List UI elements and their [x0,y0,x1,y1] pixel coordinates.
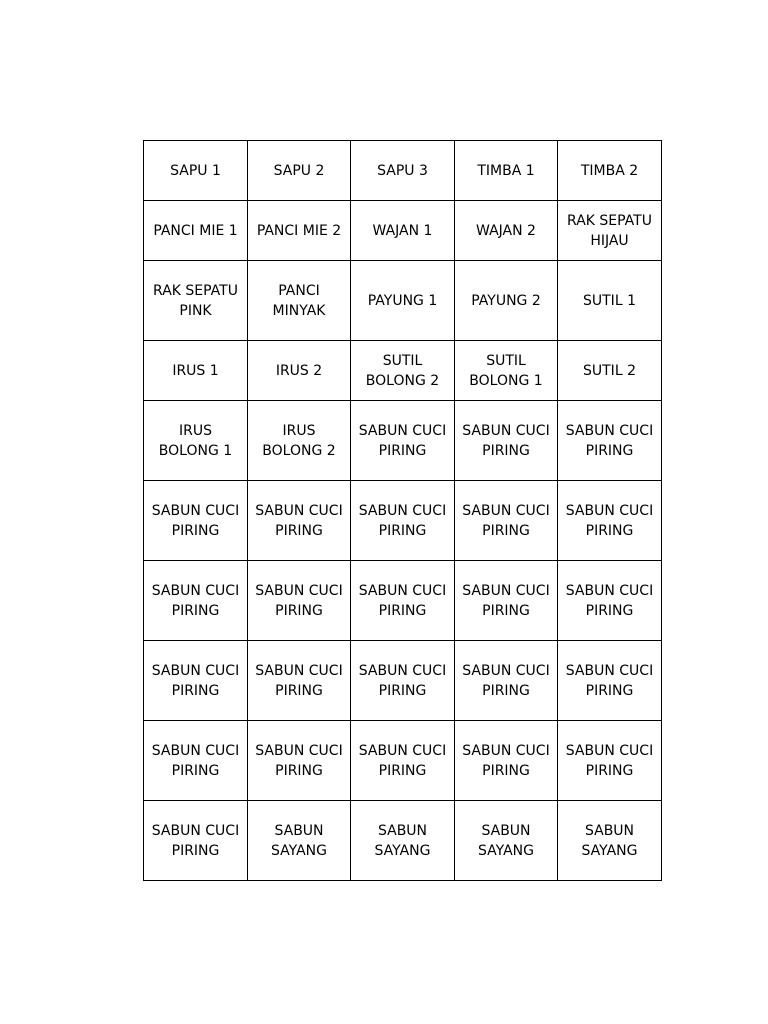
table-cell: SABUN CUCI PIRING [248,481,351,561]
table-cell: PAYUNG 2 [455,261,558,341]
table-cell: IRUS 1 [144,341,248,401]
table-cell: SABUN CUCI PIRING [248,561,351,641]
table-cell: SABUN CUCI PIRING [351,561,455,641]
table-cell: SABUN CUCI PIRING [144,641,248,721]
table-row [144,561,662,641]
table-cell: IRUS BOLONG 1 [144,401,248,481]
table-cell: SAPU 1 [144,141,248,201]
table-cell: SABUN CUCI PIRING [351,721,455,801]
table-cell: SABUN CUCI PIRING [144,721,248,801]
table-cell: SABUN CUCI PIRING [248,641,351,721]
table-cell: SABUN CUCI PIRING [455,401,558,481]
table-cell: SUTIL 2 [558,341,662,401]
table-cell: PANCI MIE 2 [248,201,351,261]
table-cell: PANCI MINYAK [248,261,351,341]
table-cell: SABUN CUCI PIRING [351,641,455,721]
table-row [144,261,662,341]
table-cell: SABUN CUCI PIRING [558,721,662,801]
table-cell: SABUN SAYANG [248,801,351,881]
table-cell: SUTIL BOLONG 2 [351,341,455,401]
table-cell: TIMBA 2 [558,141,662,201]
table-cell: PANCI MIE 1 [144,201,248,261]
table-cell: SABUN CUCI PIRING [144,481,248,561]
table-cell: SAPU 2 [248,141,351,201]
table-cell: SABUN CUCI PIRING [455,641,558,721]
table-cell: SABUN CUCI PIRING [351,401,455,481]
table-row [144,141,662,201]
table-row [144,201,662,261]
table-cell: SABUN SAYANG [351,801,455,881]
table-cell: PAYUNG 1 [351,261,455,341]
table-cell: SABUN CUCI PIRING [558,481,662,561]
table-cell: IRUS 2 [248,341,351,401]
table-cell: SABUN CUCI PIRING [455,561,558,641]
table-cell: RAK SEPATU HIJAU [558,201,662,261]
table-row [144,341,662,401]
table-cell: SABUN CUCI PIRING [558,641,662,721]
table-row [144,401,662,481]
table-row [144,801,662,881]
table-cell: SUTIL BOLONG 1 [455,341,558,401]
table-row [144,481,662,561]
table-cell: TIMBA 1 [455,141,558,201]
table-cell: WAJAN 2 [455,201,558,261]
table-cell: SABUN CUCI PIRING [455,481,558,561]
table-cell: WAJAN 1 [351,201,455,261]
table-cell: SABUN CUCI PIRING [558,561,662,641]
table-cell: SABUN CUCI PIRING [144,561,248,641]
table-cell: SABUN CUCI PIRING [144,801,248,881]
table-cell: SABUN CUCI PIRING [248,721,351,801]
item-label-table [143,140,662,881]
table-cell: SABUN CUCI PIRING [351,481,455,561]
table-cell: SUTIL 1 [558,261,662,341]
table-cell: SABUN SAYANG [455,801,558,881]
table-cell: SABUN CUCI PIRING [455,721,558,801]
table-cell: RAK SEPATU PINK [144,261,248,341]
table-cell: SABUN CUCI PIRING [558,401,662,481]
table-row [144,641,662,721]
table-cell: SABUN SAYANG [558,801,662,881]
table-cell: IRUS BOLONG 2 [248,401,351,481]
table-row [144,721,662,801]
table-cell: SAPU 3 [351,141,455,201]
